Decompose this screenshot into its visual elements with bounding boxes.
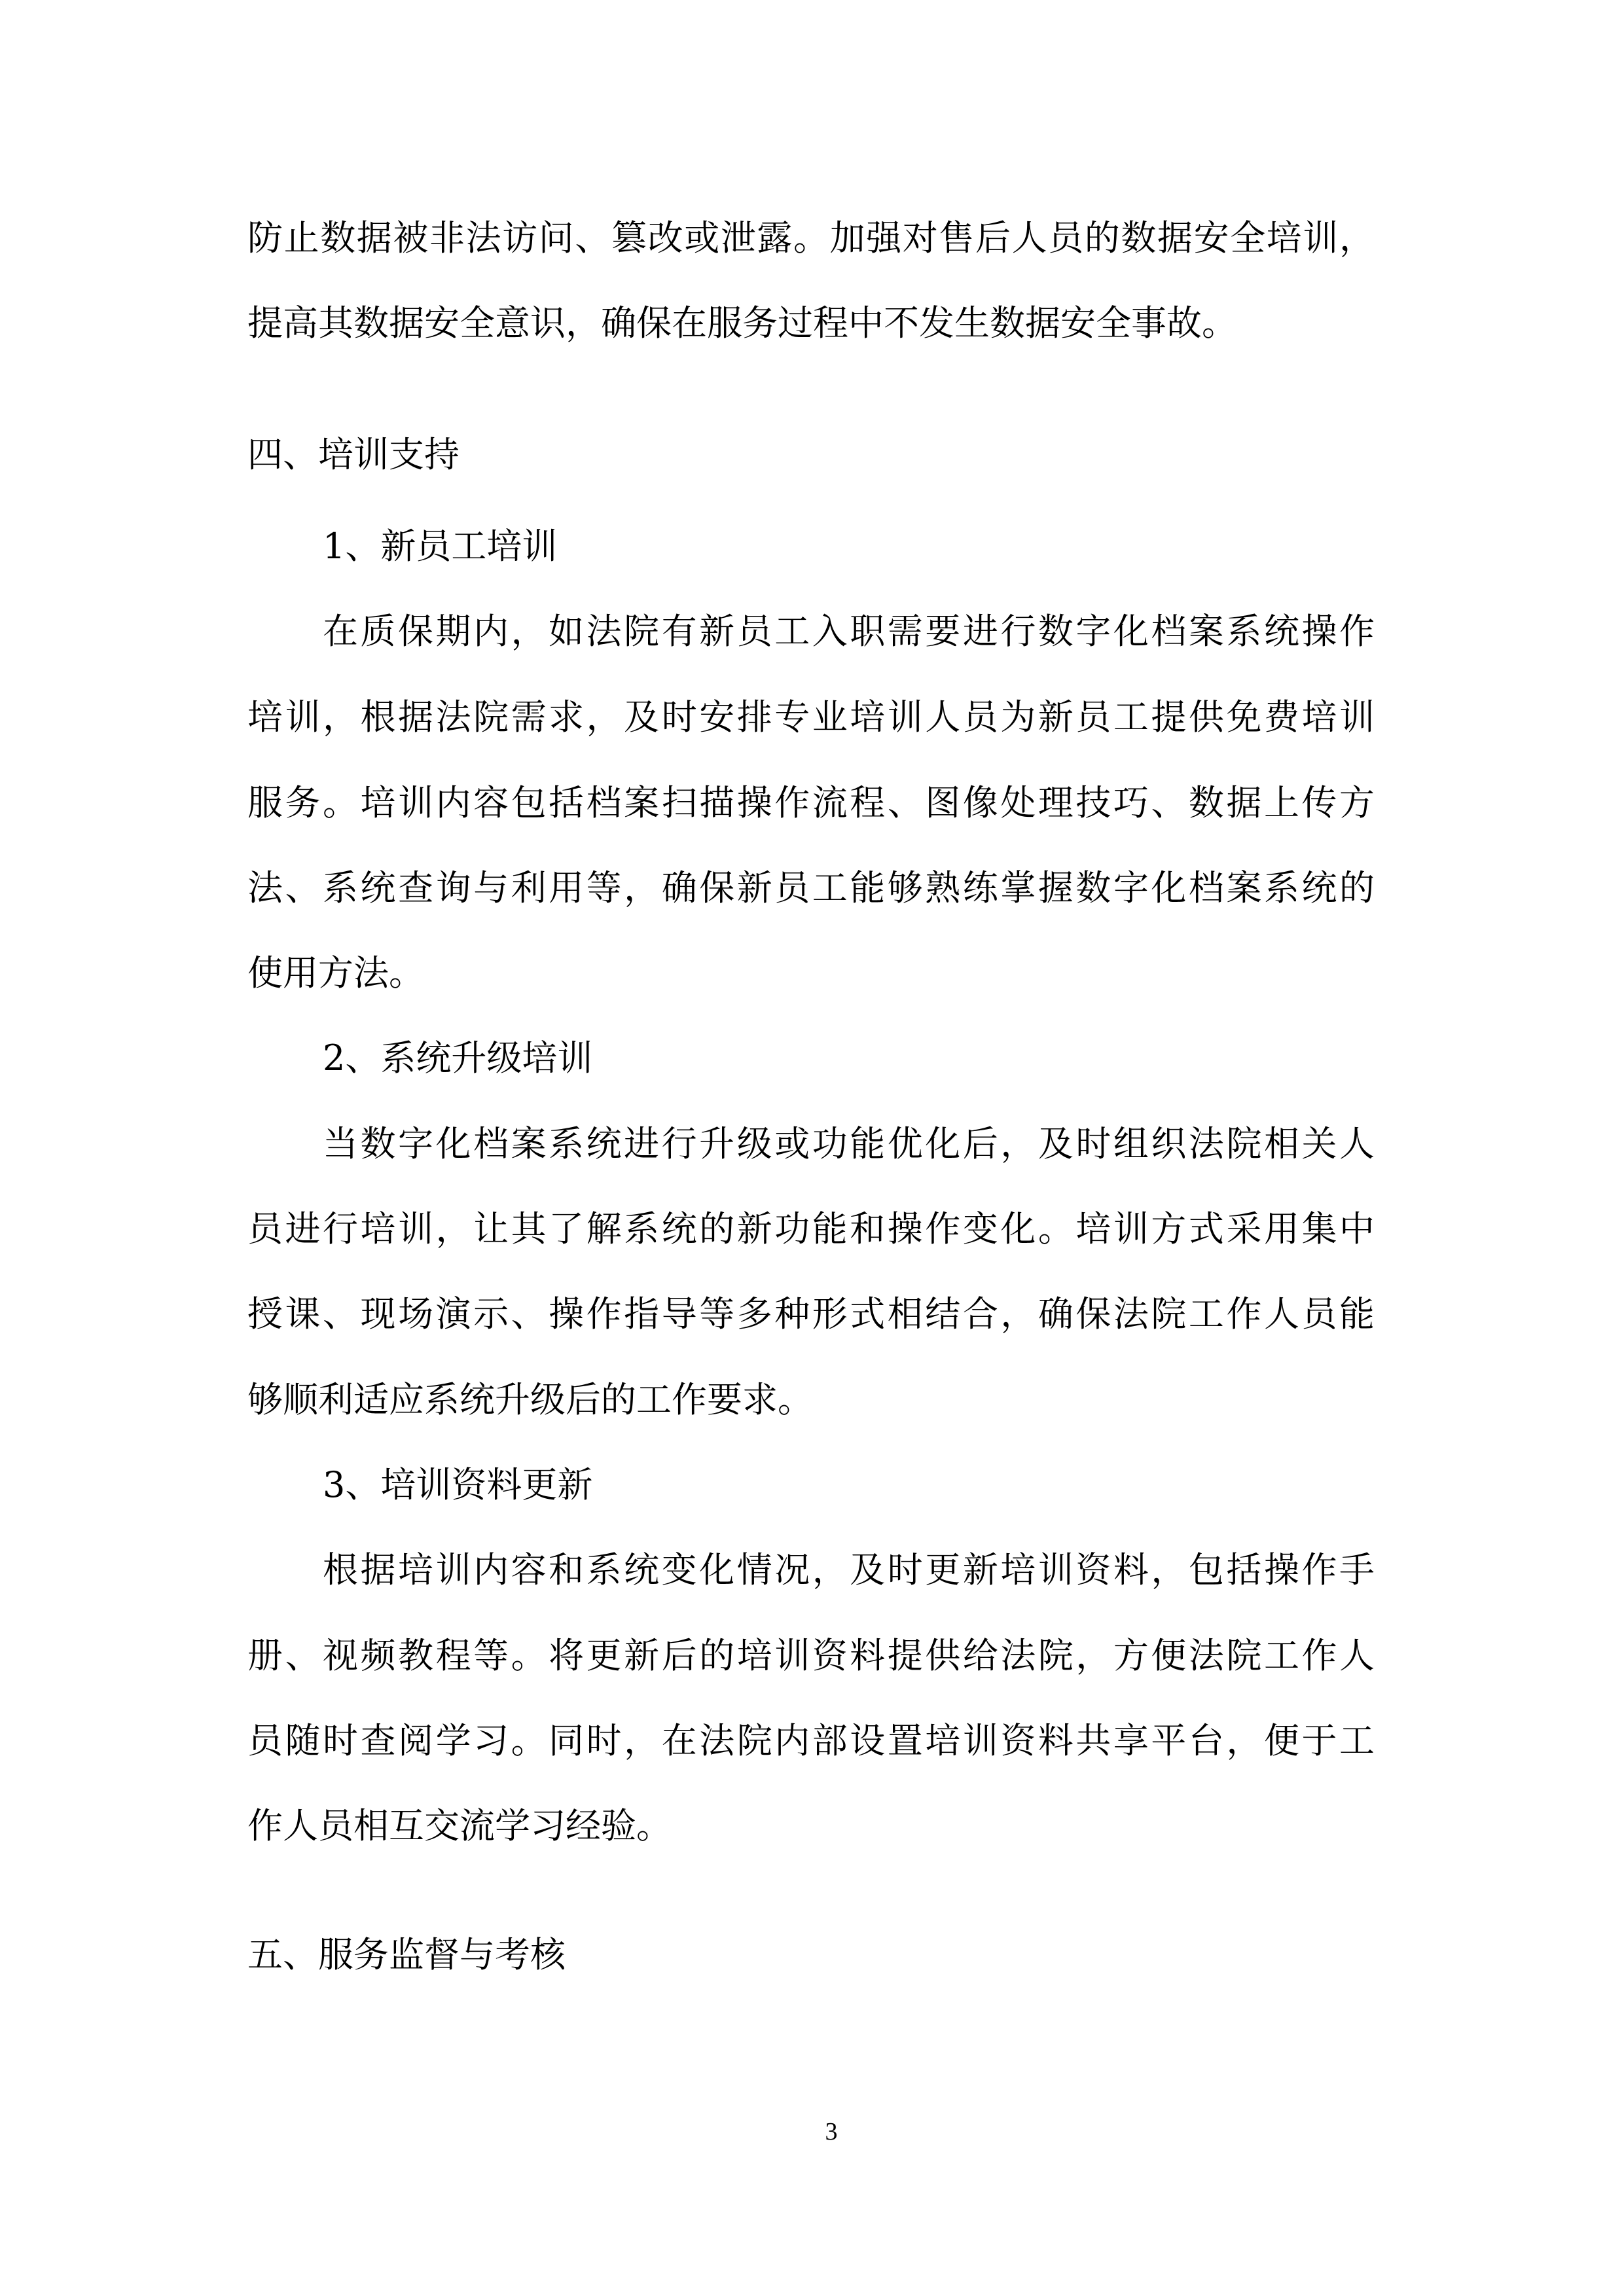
paragraph-line: 服务。培训内容包括档案扫描操作流程、图像处理技巧、数据上传方 — [247, 782, 1375, 823]
paragraph-line: 员随时查阅学习。同时，在法院内部设置培训资料共享平台，便于工 — [247, 1720, 1375, 1761]
paragraph-line: 册、视频教程等。将更新后的培训资料提供给法院，方便法院工作人 — [247, 1635, 1375, 1676]
paragraph-line: 提高其数据安全意识，确保在服务过程中不发生数据安全事故。 — [247, 302, 1237, 344]
paragraph-line: 授课、现场演示、操作指导等多种形式相结合，确保法院工作人员能 — [247, 1293, 1375, 1335]
paragraph-line: 防止数据被非法访问、篡改或泄露。加强对售后人员的数据安全培训， — [247, 217, 1375, 259]
paragraph-line: 当数字化档案系统进行升级或功能优化后，及时组织法院相关人 — [323, 1123, 1375, 1164]
subheading-training-materials-update: 3、培训资料更新 — [323, 1464, 593, 1505]
paragraph-line: 根据培训内容和系统变化情况，及时更新培训资料，包括操作手 — [323, 1549, 1375, 1590]
paragraph-line: 员进行培训，让其了解系统的新功能和操作变化。培训方式采用集中 — [247, 1208, 1375, 1249]
subheading-new-employee-training: 1、新员工培训 — [323, 526, 558, 567]
paragraph-line: 使用方法。 — [247, 952, 424, 994]
paragraph-line: 够顺利适应系统升级后的工作要求。 — [247, 1379, 813, 1420]
paragraph-line: 法、系统查询与利用等，确保新员工能够熟练掌握数字化档案系统的 — [247, 867, 1375, 908]
paragraph-line: 培训，根据法院需求，及时安排专业培训人员为新员工提供免费培训 — [247, 696, 1375, 738]
paragraph-line: 在质保期内，如法院有新员工入职需要进行数字化档案系统操作 — [323, 611, 1375, 652]
subheading-system-upgrade-training: 2、系统升级培训 — [323, 1037, 593, 1079]
page-number: 3 — [825, 2118, 838, 2145]
paragraph-line: 作人员相互交流学习经验。 — [247, 1805, 672, 1846]
section-heading-service-supervision: 五、服务监督与考核 — [247, 1934, 566, 1975]
section-heading-training-support: 四、培训支持 — [247, 434, 460, 475]
